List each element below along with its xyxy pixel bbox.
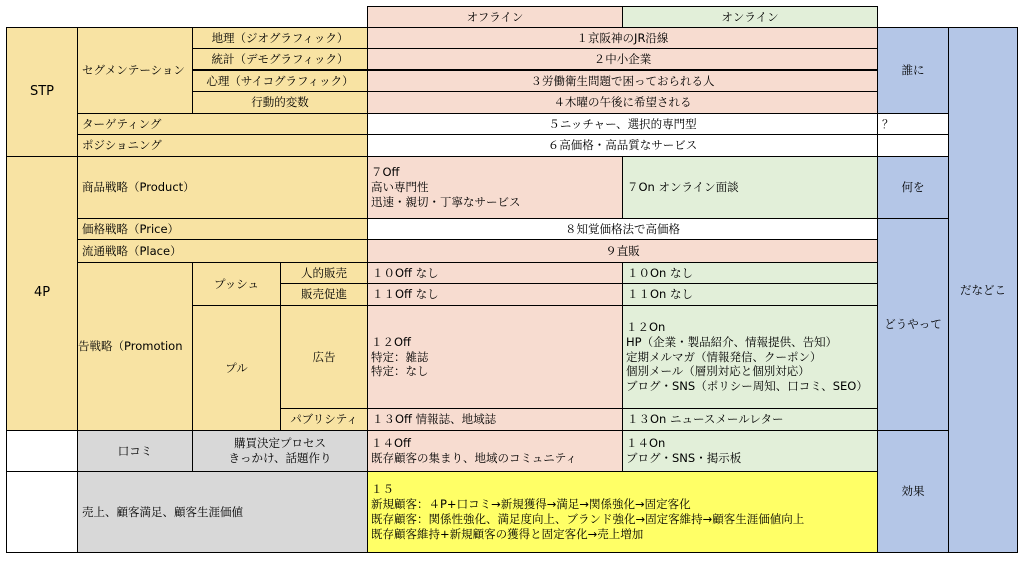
result-label: 売上、顧客満足、顧客生涯価値 [77,471,368,553]
advertising-online-line-2: HP（企業・製品紹介、情報提供、告知） [626,334,838,349]
pull-label: プル [192,305,281,431]
advertising-online-line-1: １２On [626,319,666,334]
how-label: どうやって [877,218,949,431]
product-online: ７On オンライン面談 [622,156,878,219]
purchase-process-line-2: きっかけ、話題作り [228,451,332,465]
behavior-label: 行動的変数 [192,91,368,114]
result-blank [6,471,78,553]
wom-offline [367,430,623,472]
publicity-label: パブリシティ [280,408,368,431]
result-value-line-4: 既存顧客維持+新規顧客の獲得と固定客化→売上増加 [371,526,644,541]
advertising-online [622,305,878,409]
wom-online-line-2: ブログ・SNS・掲示板 [626,451,742,465]
product-label: 商品戦略（Product） [77,156,368,219]
header-offline: オフライン [367,6,623,28]
demo-label: 統計（デモグラフィック） [192,48,368,70]
advertising-offline [367,305,623,409]
segmentation-label: セグメンテーション [77,27,193,114]
personal-selling-label: 人的販売 [280,262,368,284]
stp-label: STP [6,27,78,157]
publicity-online: １３On ニュースメールレター [622,408,878,431]
what-label: 何を [877,156,949,219]
segment-value-2: ２中小企業 [367,48,878,70]
geo-label: 地理（ジオグラフィック） [192,27,368,49]
place-value: ９直販 [367,239,878,263]
personal-selling-online: １０On なし [622,262,878,284]
wom-blank [6,430,78,472]
result-value-line-2: 新規顧客：４P+口コミ→新規獲得→満足→関係強化→固定客化 [371,497,691,512]
advertising-offline-line-2: 特定：雑誌 [371,349,429,364]
wom-online [622,430,878,472]
push-label: プッシュ [192,262,281,306]
product-offline-line-2: 高い専門性 [371,180,429,195]
advertising-online-line-3: 定期メルマガ（情報発信、クーポン） [626,349,822,364]
price-label: 価格戦略（Price） [77,218,368,240]
product-offline-line-1: ７Off [371,165,400,180]
segment-value-4: ４木曜の午後に希望される [367,91,878,114]
fourp-label: 4P [6,156,78,431]
sales-promotion-offline: １１Off なし [367,283,623,306]
price-value: ８知覚価格法で高価格 [367,218,878,240]
who-label: 誰に [877,27,949,114]
sales-promotion-online: １１On なし [622,283,878,306]
advertising-offline-line-1: １２Off [371,334,411,349]
advertising-label: 広告 [280,305,368,409]
effect-label: 効果 [877,430,949,553]
dana-label: だなどこ [948,27,1018,553]
personal-selling-offline: １０Off なし [367,262,623,284]
place-label: 流通戦略（Place） [77,239,368,263]
question-mark: ？ [877,113,949,135]
product-offline [367,156,623,219]
segment-value-3: ３労働衛生問題で困っておられる人 [367,70,878,92]
result-value-line-1: １５ [371,482,394,497]
advertising-offline-line-3: 特定：なし [371,364,429,379]
wom-offline-line-2: 既存顧客の集まり、地域のコミュニティ [371,451,577,465]
promotion-label: 告戦略（Promotion [77,262,193,431]
advertising-online-line-4: 個別メール（層別対応と個別対応） [626,364,810,379]
wom-offline-line-1: １４Off [371,436,411,451]
header-online: オンライン [622,6,878,28]
purchase-process [192,430,368,472]
purchase-process-line-1: 購買決定プロセス [234,436,326,451]
advertising-online-line-5: ブログ・SNS（ポリシー周知、口コミ、SEO） [626,379,868,394]
wom-label: 口コミ [77,430,193,472]
publicity-offline: １３Off 情報誌、地域誌 [367,408,623,431]
targeting-value: ５ニッチャー、選択的専門型 [367,113,878,135]
result-value-line-3: 既存顧客：関係性強化、満足度向上、ブランド強化→固定客維持→顧客生涯価値向上 [371,512,805,526]
sales-promotion-label: 販売促進 [280,283,368,306]
targeting-label: ターゲティング [77,113,368,135]
psycho-label: 心理（サイコグラフィック） [192,70,368,92]
wom-online-line-1: １４On [626,436,666,451]
result-value [367,471,878,553]
positioning-label: ポジショニング [77,134,368,157]
positioning-value: ６高価格・高品質なサービス [367,134,878,157]
side-blank [877,134,949,157]
product-offline-line-3: 迅速・親切・丁寧なサービス [371,194,521,209]
segment-value-1: １京阪神のJR沿線 [367,27,878,49]
